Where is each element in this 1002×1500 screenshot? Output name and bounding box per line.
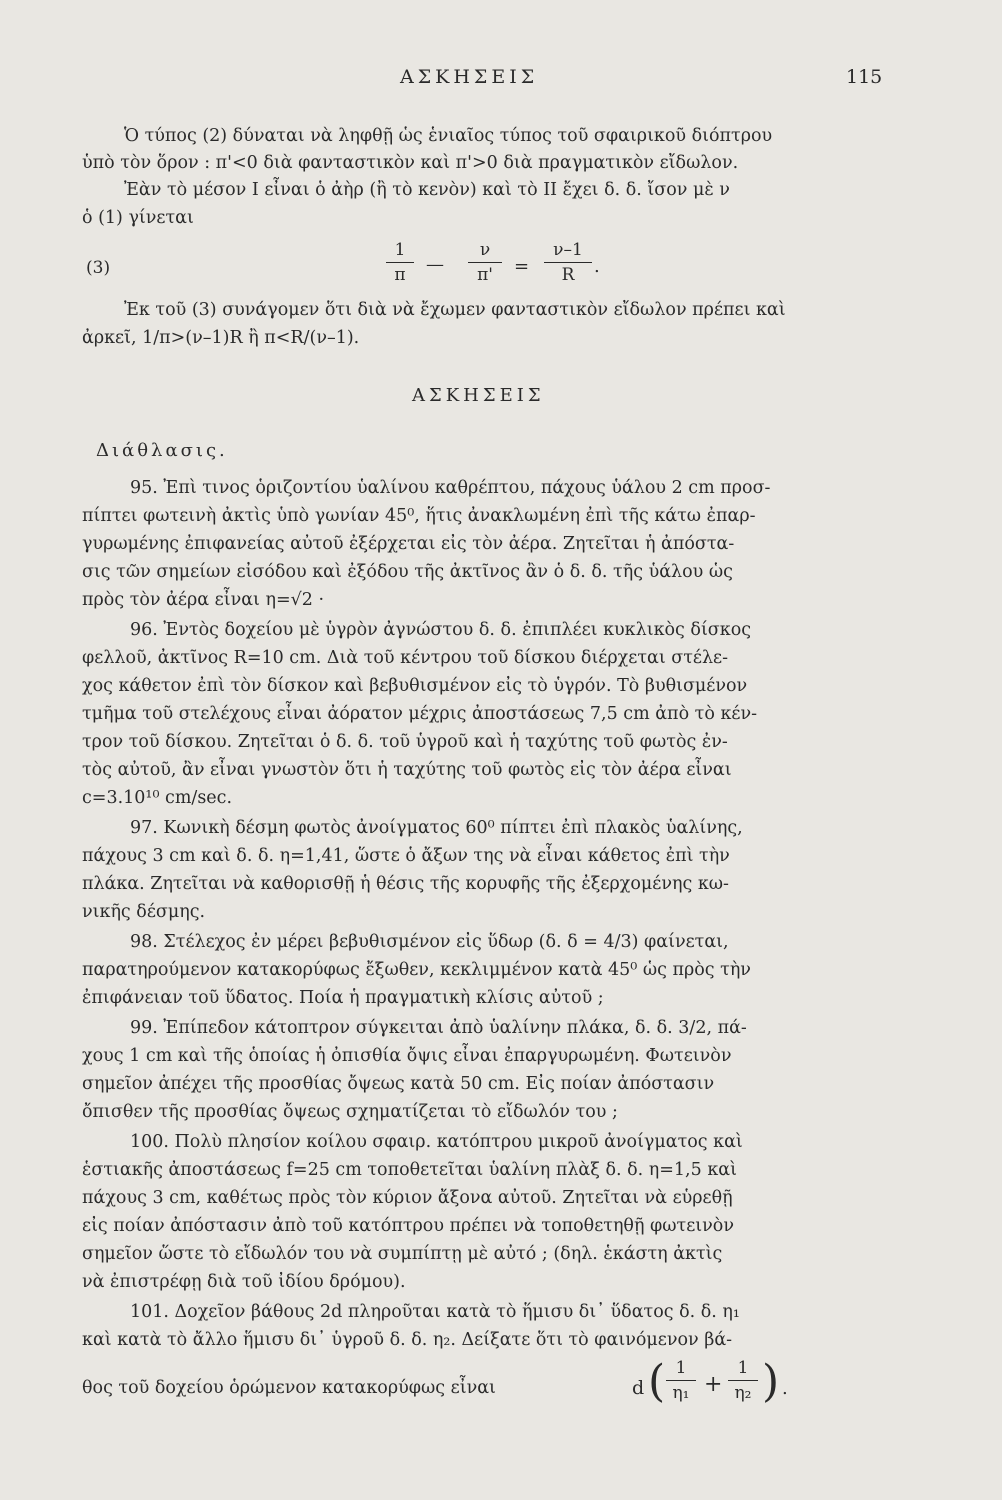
intro-line-1: Ὁ τύπος (2) δύναται νὰ ληφθῇ ὡς ἑνιαῖος τύπος τοῦ σφαιρικοῦ διόπτρου [124,126,773,146]
formula-period: . [782,1378,788,1399]
exercise-101-line: θος τοῦ δοχείου ὁρώμενον κατακορύφως εἶναι [82,1378,496,1398]
intro-line-4: ὁ (1) γίνεται [82,208,194,228]
exercise-96-line: τὸς αὐτοῦ, ἂν εἶναι γνωστὸν ὅτι ἡ ταχύτης τοῦ φωτὸς εἰς τὸν ἀέρα εἶναι [82,760,732,780]
fraction-denominator: R [561,265,575,285]
formula-right-paren: ) [762,1356,780,1407]
exercise-95-line: πρὸς τὸν ἀέρα εἶναι η=√2 · [82,590,325,610]
exercise-96-line: c=3.10¹⁰ cm/sec. [82,788,233,808]
exercise-99-line: ὄπισθεν τῆς προσθίας ὄψεως σχηματίζεται τὸ εἴδωλόν του ; [82,1102,618,1122]
exercise-96-line: 96. Ἐντὸς δοχείου μὲ ὑγρὸν ἀγνώστου δ. δ. ἐπιπλέει κυκλικὸς δίσκος [130,620,752,640]
exercise-97-line: πάχους 3 cm καὶ δ. δ. η=1,41, ὥστε ὁ ἄξων της νὰ εἶναι κάθετος ἐπὶ τὴν [82,846,730,866]
intro-line-2: ὑπὸ τὸν ὅρον : π'<0 διὰ φανταστικὸν καὶ π'>0 διὰ πραγματικὸν εἴδωλον. [82,153,739,173]
minus-sign: — [426,254,444,275]
exercise-99-line: χους 1 cm καὶ τῆς ὁποίας ἡ ὀπισθία ὄψις εἶναι ἐπαργυρωμένη. Φωτεινὸν [82,1046,732,1066]
exercise-95-line: 95. Ἐπὶ τινος ὁριζοντίου ὑαλίνου καθρέπτου, πάχους ὑάλου 2 cm προσ- [130,478,771,498]
exercise-97-line: νικῆς δέσμης. [82,902,206,922]
fraction-denominator: π' [477,265,493,285]
fraction-1-over-eta2 [728,1358,758,1403]
after-eq-line-2: ἀρκεῖ, 1/π>(ν–1)R ἢ π<R/(ν–1). [82,328,360,348]
running-header: ΑΣΚΗΣΕΙΣ [400,66,539,88]
fraction-nu-minus-1-over-r [544,240,592,285]
after-eq-line-1: Ἐκ τοῦ (3) συνάγομεν ὅτι διὰ νὰ ἔχωμεν φανταστικὸν εἴδωλον πρέπει καὶ [124,300,786,320]
exercise-96-line: φελλοῦ, ἀκτῖνος R=10 cm. Διὰ τοῦ κέντρου τοῦ δίσκου διέρχεται στέλε- [82,648,729,668]
exercise-100-line: εἰς ποίαν ἀπόστασιν ἀπὸ τοῦ κατόπτρου πρέπει νὰ τοποθετηθῇ φωτεινὸν [82,1216,734,1236]
formula-d: d [632,1377,645,1399]
exercise-96-line: χος κάθετον ἐπὶ τὸν δίσκον καὶ βεβυθισμένον εἰς τὸ ὑγρόν. Τὸ βυθισμένον [82,676,748,696]
fraction-1-over-eta1 [666,1358,696,1403]
fraction-denominator: π [394,265,406,285]
fraction-denominator: η₂ [734,1383,752,1403]
exercise-96-line: τμῆμα τοῦ στελέχους εἶναι ἀόρατον μέχρις ἀποστάσεως 7,5 cm ἀπὸ τὸ κέν- [82,704,757,724]
fraction-numerator: ν [468,240,502,263]
equals-sign: = [514,256,530,277]
section-title: ΑΣΚΗΣΕΙΣ [412,385,545,406]
equation-label: (3) [86,258,111,278]
exercise-95-line: γυρωμένης ἐπιφανείας αὐτοῦ ἐξέρχεται εἰς τὸν ἀέρα. Ζητεῖται ἡ ἀπόστα- [82,534,735,554]
exercise-99-line: σημεῖον ἀπέχει τῆς προσθίας ὄψεως κατὰ 50 cm. Εἰς ποίαν ἀπόστασιν [82,1074,715,1094]
exercise-99-line: 99. Ἐπίπεδον κάτοπτρον σύγκειται ἀπὸ ὑαλίνην πλάκα, δ. δ. 3/2, πά- [130,1018,747,1038]
exercise-101-line: καὶ κατὰ τὸ ἄλλο ἥμισυ δι᾿ ὑγροῦ δ. δ. η₂. Δείξατε ὅτι τὸ φαινόμενον βά- [82,1330,733,1350]
exercise-96-line: τρον τοῦ δίσκου. Ζητεῖται ὁ δ. δ. τοῦ ὑγροῦ καὶ ἡ ταχύτης τοῦ φωτὸς ἐν- [82,732,728,752]
plus-sign: + [704,1372,723,1397]
exercise-95-line: σις τῶν σημείων εἰσόδου καὶ ἐξόδου τῆς ἀκτῖνος ἂν ὁ δ. δ. τῆς ὑάλου ὡς [82,562,733,582]
exercise-98-line: παρατηρούμενον κατακορύφως ἔξωθεν, κεκλιμμένον κατὰ 45⁰ ὡς πρὸς τὴν [82,960,751,980]
intro-line-3: Ἐὰν τὸ μέσον Ι εἶναι ὁ ἀὴρ (ἢ τὸ κενὸν) καὶ τὸ ΙΙ ἔχει δ. δ. ἴσον μὲ ν [124,180,730,200]
exercise-98-line: ἐπιφάνειαν τοῦ ὕδατος. Ποία ἡ πραγματικὴ κλίσις αὐτοῦ ; [82,988,604,1008]
fraction-numerator: 1 [728,1358,758,1381]
fraction-nu-over-pi-prime [468,240,502,285]
equation-period: . [594,256,600,277]
exercise-100-line: ἑστιακῆς ἀποστάσεως f=25 cm τοποθετεῖται ὑαλίνη πλὰξ δ. δ. η=1,5 καὶ [82,1160,737,1180]
fraction-numerator: 1 [386,240,414,263]
formula-left-paren: ( [648,1356,666,1407]
page-number: 115 [846,66,883,88]
subsection-title: Διάθλασις. [96,440,228,461]
fraction-numerator: 1 [666,1358,696,1381]
fraction-numerator: ν–1 [544,240,592,263]
exercise-97-line: 97. Κωνικὴ δέσμη φωτὸς ἀνοίγματος 60⁰ πίπτει ἐπὶ πλακὸς ὑαλίνης, [130,818,743,838]
exercise-100-line: πάχους 3 cm, καθέτως πρὸς τὸν κύριον ἄξονα αὐτοῦ. Ζητεῖται νὰ εὑρεθῇ [82,1188,733,1208]
fraction-denominator: η₁ [672,1383,690,1403]
exercise-98-line: 98. Στέλεχος ἐν μέρει βεβυθισμένον εἰς ὕδωρ (δ. δ = 4/3) φαίνεται, [130,932,729,952]
fraction-1-over-pi [386,240,414,285]
exercise-100-line: νὰ ἐπιστρέφῃ διὰ τοῦ ἰδίου δρόμου). [82,1272,406,1292]
exercise-95-line: πίπτει φωτεινὴ ἀκτὶς ὑπὸ γωνίαν 45⁰, ἥτις ἀνακλωμένη ἐπὶ τῆς κάτω ἐπαρ- [82,506,756,526]
exercise-97-line: πλάκα. Ζητεῖται νὰ καθορισθῇ ἡ θέσις τῆς κορυφῆς τῆς ἐξερχομένης κω- [82,874,729,894]
exercise-101-line: 101. Δοχεῖον βάθους 2d πληροῦται κατὰ τὸ ἥμισυ δι᾿ ὕδατος δ. δ. η₁ [130,1302,740,1322]
exercise-100-line: σημεῖον ὥστε τὸ εἴδωλόν του νὰ συμπίπτῃ μὲ αὐτό ; (δηλ. ἑκάστη ἀκτὶς [82,1244,723,1264]
exercise-100-line: 100. Πολὺ πλησίον κοίλου σφαιρ. κατόπτρου μικροῦ ἀνοίγματος καὶ [130,1132,743,1152]
